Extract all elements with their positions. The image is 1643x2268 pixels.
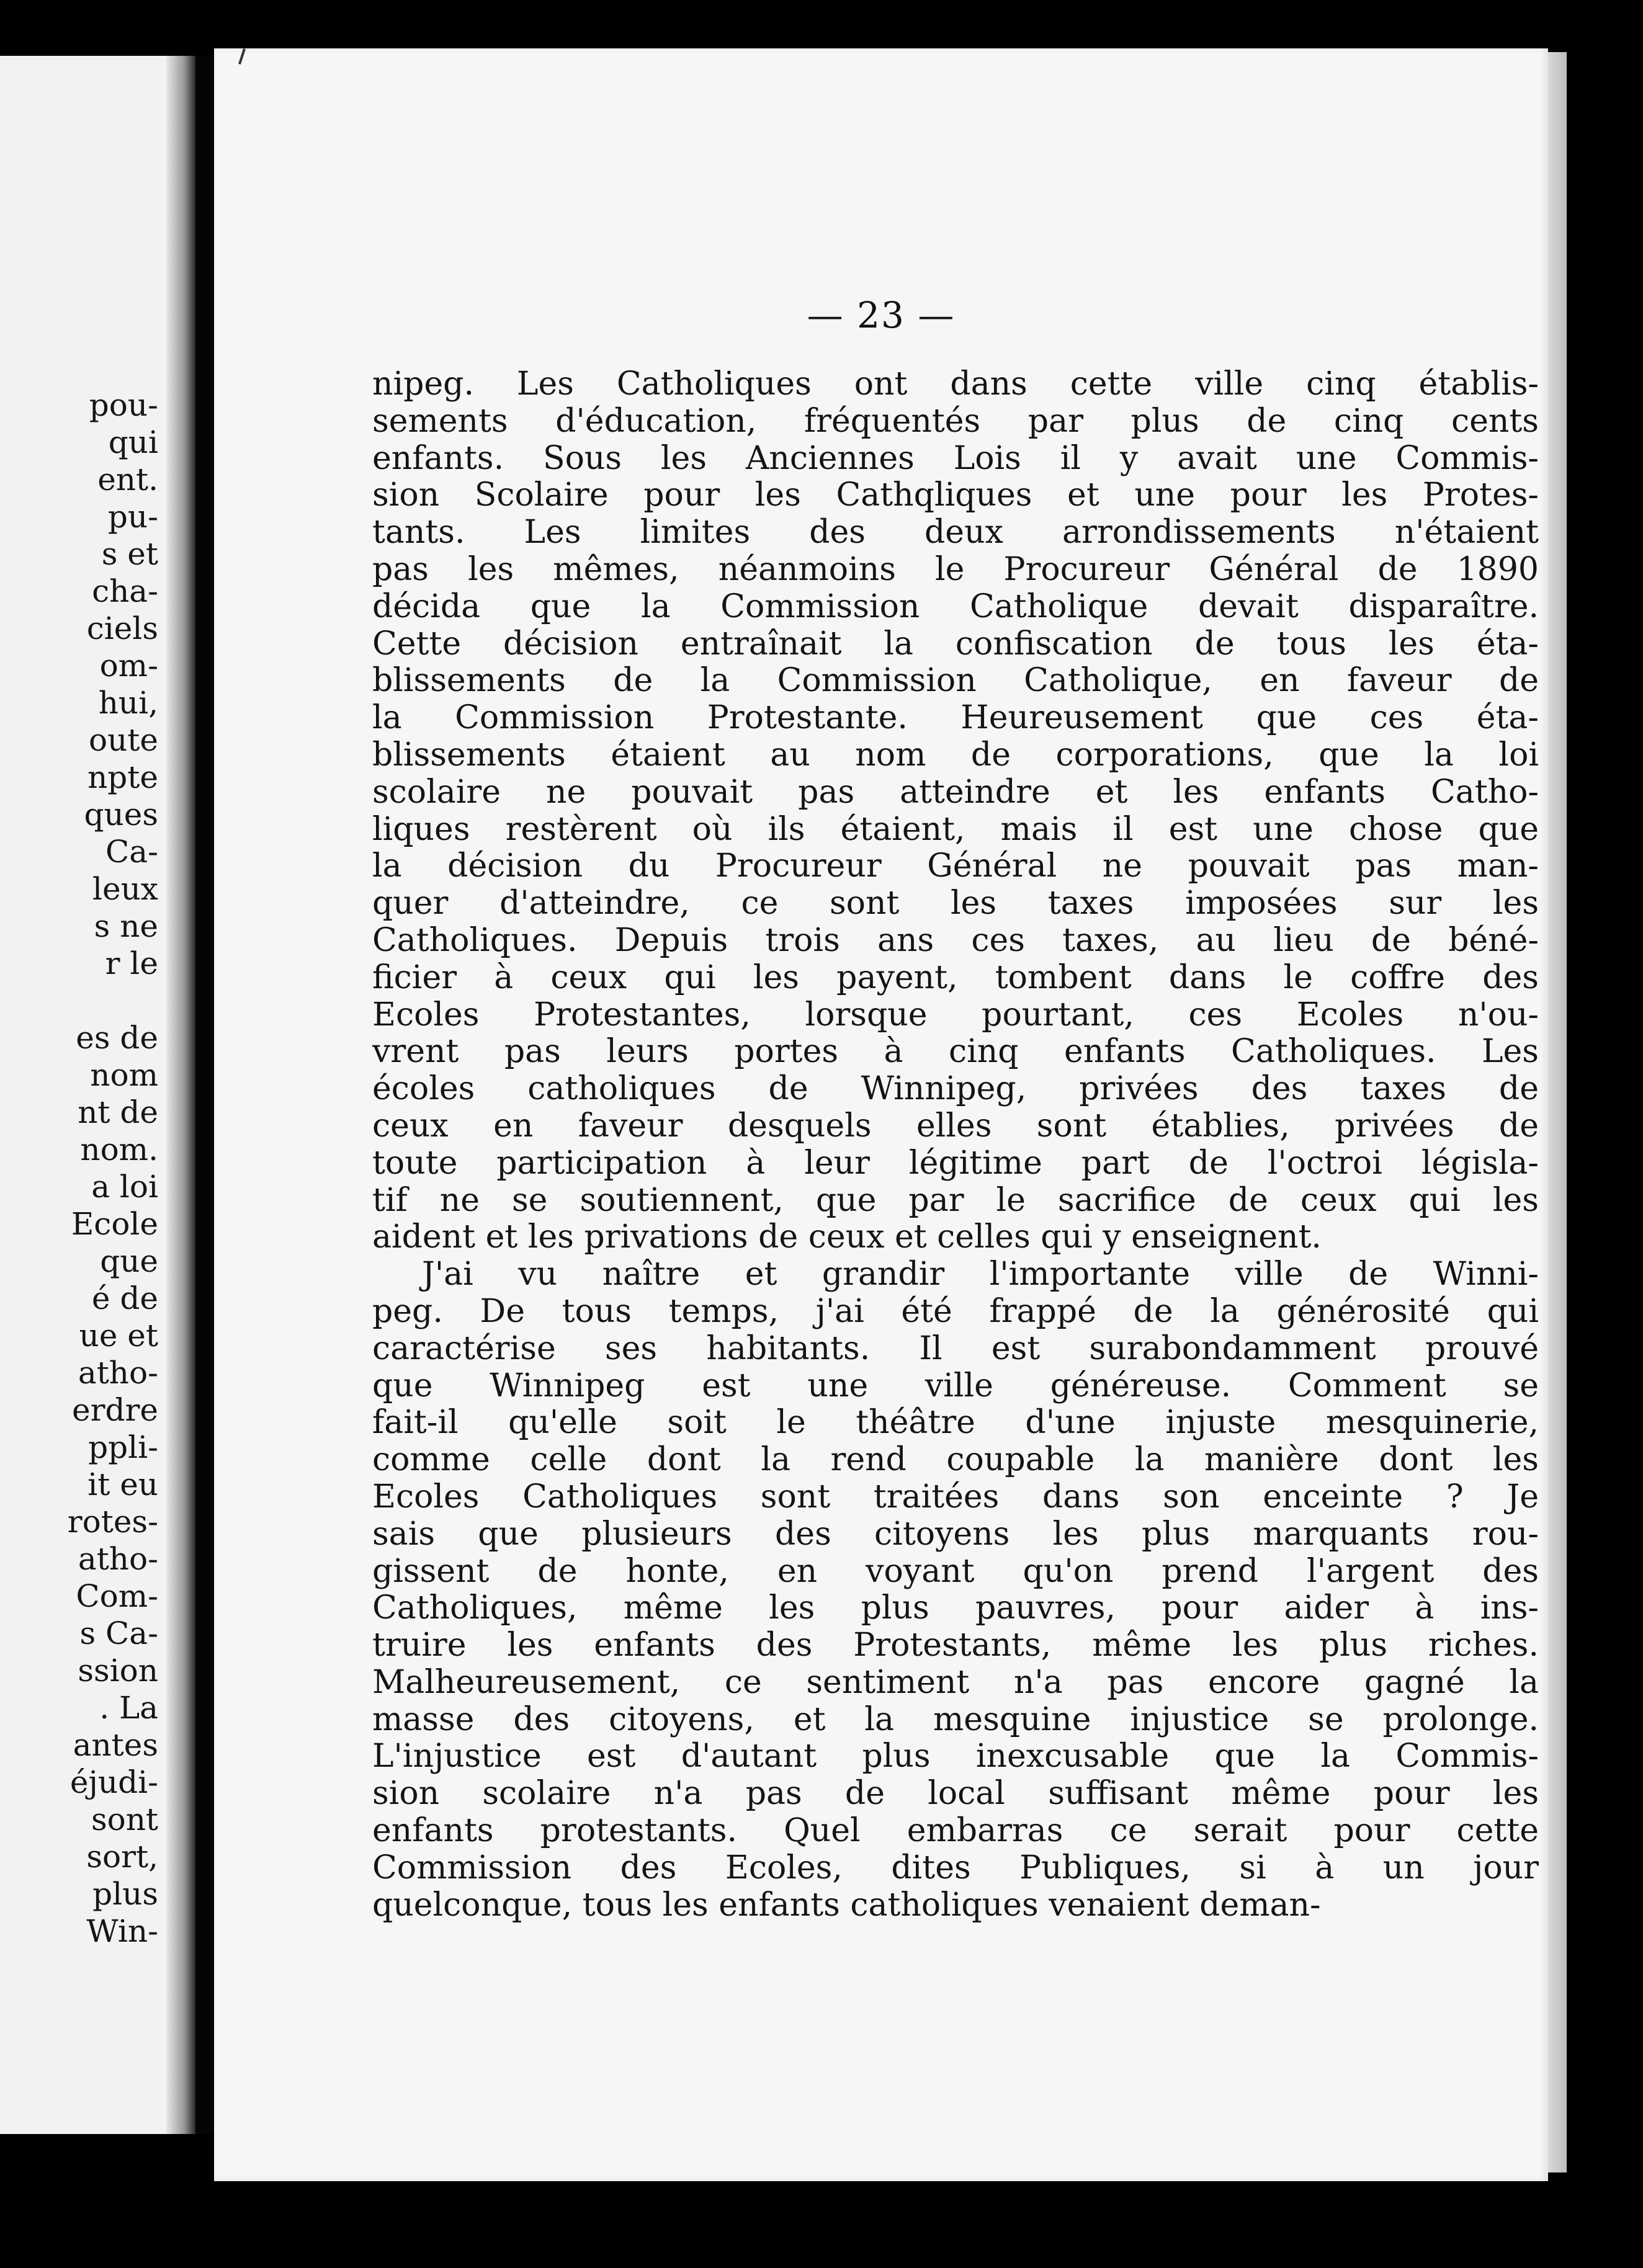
- left-text-fragment: ssion: [78, 1653, 158, 1689]
- text-line: enfants. Sous les Anciennes Lois il y avait une Commis-: [372, 440, 1539, 477]
- left-text-fragment: r le: [105, 945, 158, 981]
- text-line: quelconque, tous les enfants catholiques venaient deman-: [372, 1886, 1321, 1924]
- text-line: Ecoles Protestantes, lorsque pourtant, ces Ecoles n'ou-: [372, 996, 1539, 1034]
- text-line: sion Scolaire pour les Cathqliques et une pour les Protes-: [372, 477, 1539, 514]
- left-text-fragment: antes: [73, 1727, 158, 1763]
- left-text-fragment: rotes-: [67, 1504, 158, 1540]
- left-text-fragment: om-: [99, 648, 158, 684]
- text-line: toute participation à leur légitime part de l'octroi législa-: [372, 1145, 1539, 1182]
- text-line: ceux en faveur desquels elles sont établies, privées de: [372, 1107, 1539, 1145]
- left-text-fragment: ue et: [79, 1318, 158, 1354]
- left-text-fragment: pu-: [107, 499, 158, 535]
- text-line: Catholiques. Depuis trois ans ces taxes, au lieu de béné-: [372, 922, 1539, 959]
- left-text-fragment: é de: [91, 1280, 158, 1316]
- left-page-text-fragments: [68, 386, 158, 1950]
- page-edge: [1548, 52, 1567, 2172]
- left-text-fragment: sort,: [86, 1839, 158, 1875]
- left-text-fragment: hui,: [98, 685, 158, 721]
- text-line: gissent de honte, en voyant qu'on prend l'argent des: [372, 1553, 1539, 1590]
- text-line: scolaire ne pouvait pas atteindre et les enfants Catho-: [372, 774, 1539, 811]
- text-line: sion scolaire n'a pas de local suffisant même pour les: [372, 1775, 1539, 1813]
- left-text-fragment: . La: [99, 1690, 158, 1726]
- left-text-fragment: que: [100, 1243, 158, 1279]
- left-text-fragment: Win-: [86, 1913, 158, 1949]
- left-text-fragment: atho-: [78, 1355, 158, 1391]
- book-spine: [195, 56, 214, 2134]
- text-line: J'ai vu naître et grandir l'importante ville de Winni-: [422, 1256, 1539, 1293]
- text-line: ficier à ceux qui les payent, tombent dans le coffre des: [372, 959, 1539, 996]
- left-text-fragment: erdre: [72, 1392, 158, 1428]
- left-text-fragment: qui: [108, 424, 158, 460]
- text-line: vrent pas leurs portes à cinq enfants Catholiques. Les: [372, 1034, 1539, 1071]
- text-line: Malheureusement, ce sentiment n'a pas encore gagné la: [372, 1664, 1539, 1701]
- text-line: décida que la Commission Catholique devait disparaître.: [372, 588, 1539, 625]
- left-text-fragment: [68, 982, 158, 1019]
- left-text-fragment: pou-: [89, 387, 158, 423]
- left-text-fragment: leux: [92, 871, 158, 907]
- left-text-fragment: ciels: [86, 610, 158, 646]
- left-facing-page: [0, 56, 195, 2134]
- text-line: fait-il qu'elle soit le théâtre d'une injuste mesquinerie,: [372, 1404, 1539, 1442]
- left-text-fragment: Ecole: [71, 1206, 158, 1242]
- text-line: liques restèrent où ils étaient, mais il est une chose que: [372, 811, 1539, 848]
- text-line: L'injustice est d'autant plus inexcusable que la Commis-: [372, 1738, 1539, 1775]
- left-text-fragment: a loi: [91, 1169, 158, 1205]
- left-text-fragment: es de: [76, 1020, 158, 1056]
- text-line: la décision du Procureur Général ne pouvait pas man-: [372, 848, 1539, 885]
- text-line: aident et les privations de ceux et celles qui y enseignent.: [372, 1219, 1322, 1256]
- text-line: enfants protestants. Quel embarras ce serait pour cette: [372, 1813, 1539, 1850]
- text-line: que Winnipeg est une ville généreuse. Comment se: [372, 1367, 1539, 1404]
- left-text-fragment: Com-: [76, 1578, 158, 1614]
- gutter-shadow: [166, 56, 195, 2134]
- left-text-fragment: nt de: [78, 1094, 158, 1130]
- body-text: [372, 366, 1539, 1924]
- left-text-fragment: plus: [92, 1876, 158, 1912]
- page-number: — 23 —: [807, 294, 956, 336]
- left-text-fragment: ent.: [97, 462, 158, 498]
- text-line: Ecoles Catholiques sont traitées dans son enceinte ? Je: [372, 1478, 1539, 1516]
- text-line: la Commission Protestante. Heureusement que ces éta-: [372, 700, 1539, 737]
- main-page: [214, 48, 1548, 2181]
- left-text-fragment: s Ca-: [79, 1615, 158, 1651]
- text-line: caractérise ses habitants. Il est surabondamment prouvé: [372, 1330, 1539, 1367]
- text-line: truire les enfants des Protestants, même les plus riches.: [372, 1627, 1539, 1664]
- text-line: Catholiques, même les plus pauvres, pour aider à ins-: [372, 1590, 1539, 1627]
- left-text-fragment: ppli-: [88, 1429, 158, 1465]
- left-text-fragment: ques: [84, 797, 158, 833]
- text-line: pas les mêmes, néanmoins le Procureur Général de 1890: [372, 551, 1539, 588]
- left-text-fragment: npte: [87, 759, 158, 795]
- left-text-fragment: s ne: [94, 908, 158, 944]
- left-text-fragment: it eu: [87, 1467, 158, 1502]
- text-line: écoles catholiques de Winnipeg, privées des taxes de: [372, 1071, 1539, 1108]
- left-text-fragment: sont: [91, 1801, 158, 1837]
- text-line: sais que plusieurs des citoyens les plus marquants rou-: [372, 1516, 1539, 1553]
- text-line: blissements de la Commission Catholique, en faveur de: [372, 663, 1539, 700]
- text-line: tif ne se soutiennent, que par le sacrifice de ceux qui les: [372, 1182, 1539, 1219]
- text-line: Cette décision entraînait la confiscation de tous les éta-: [372, 625, 1539, 663]
- left-text-fragment: atho-: [78, 1541, 158, 1577]
- left-text-fragment: cha-: [92, 573, 158, 609]
- left-text-fragment: oute: [89, 722, 158, 758]
- text-line: tants. Les limites des deux arrondissements n'étaient: [372, 514, 1539, 551]
- text-line: nipeg. Les Catholiques ont dans cette ville cinq établis-: [372, 366, 1539, 403]
- text-line: masse des citoyens, et la mesquine injustice se prolonge.: [372, 1701, 1539, 1738]
- text-line: peg. De tous temps, j'ai été frappé de la générosité qui: [372, 1293, 1539, 1330]
- text-line: blissements étaient au nom de corporations, que la loi: [372, 736, 1539, 774]
- left-text-fragment: éjudi-: [69, 1764, 158, 1800]
- left-text-fragment: Ca-: [105, 834, 158, 870]
- left-text-fragment: nom.: [80, 1132, 158, 1167]
- text-line: comme celle dont la rend coupable la manière dont les: [372, 1442, 1539, 1479]
- left-text-fragment: nom: [90, 1057, 158, 1093]
- left-text-fragment: s et: [101, 536, 158, 572]
- text-line: sements d'éducation, fréquentés par plus de cinq cents: [372, 403, 1539, 440]
- text-line: quer d'atteindre, ce sont les taxes imposées sur les: [372, 885, 1539, 922]
- text-line: Commission des Ecoles, dites Publiques, si à un jour: [372, 1849, 1539, 1886]
